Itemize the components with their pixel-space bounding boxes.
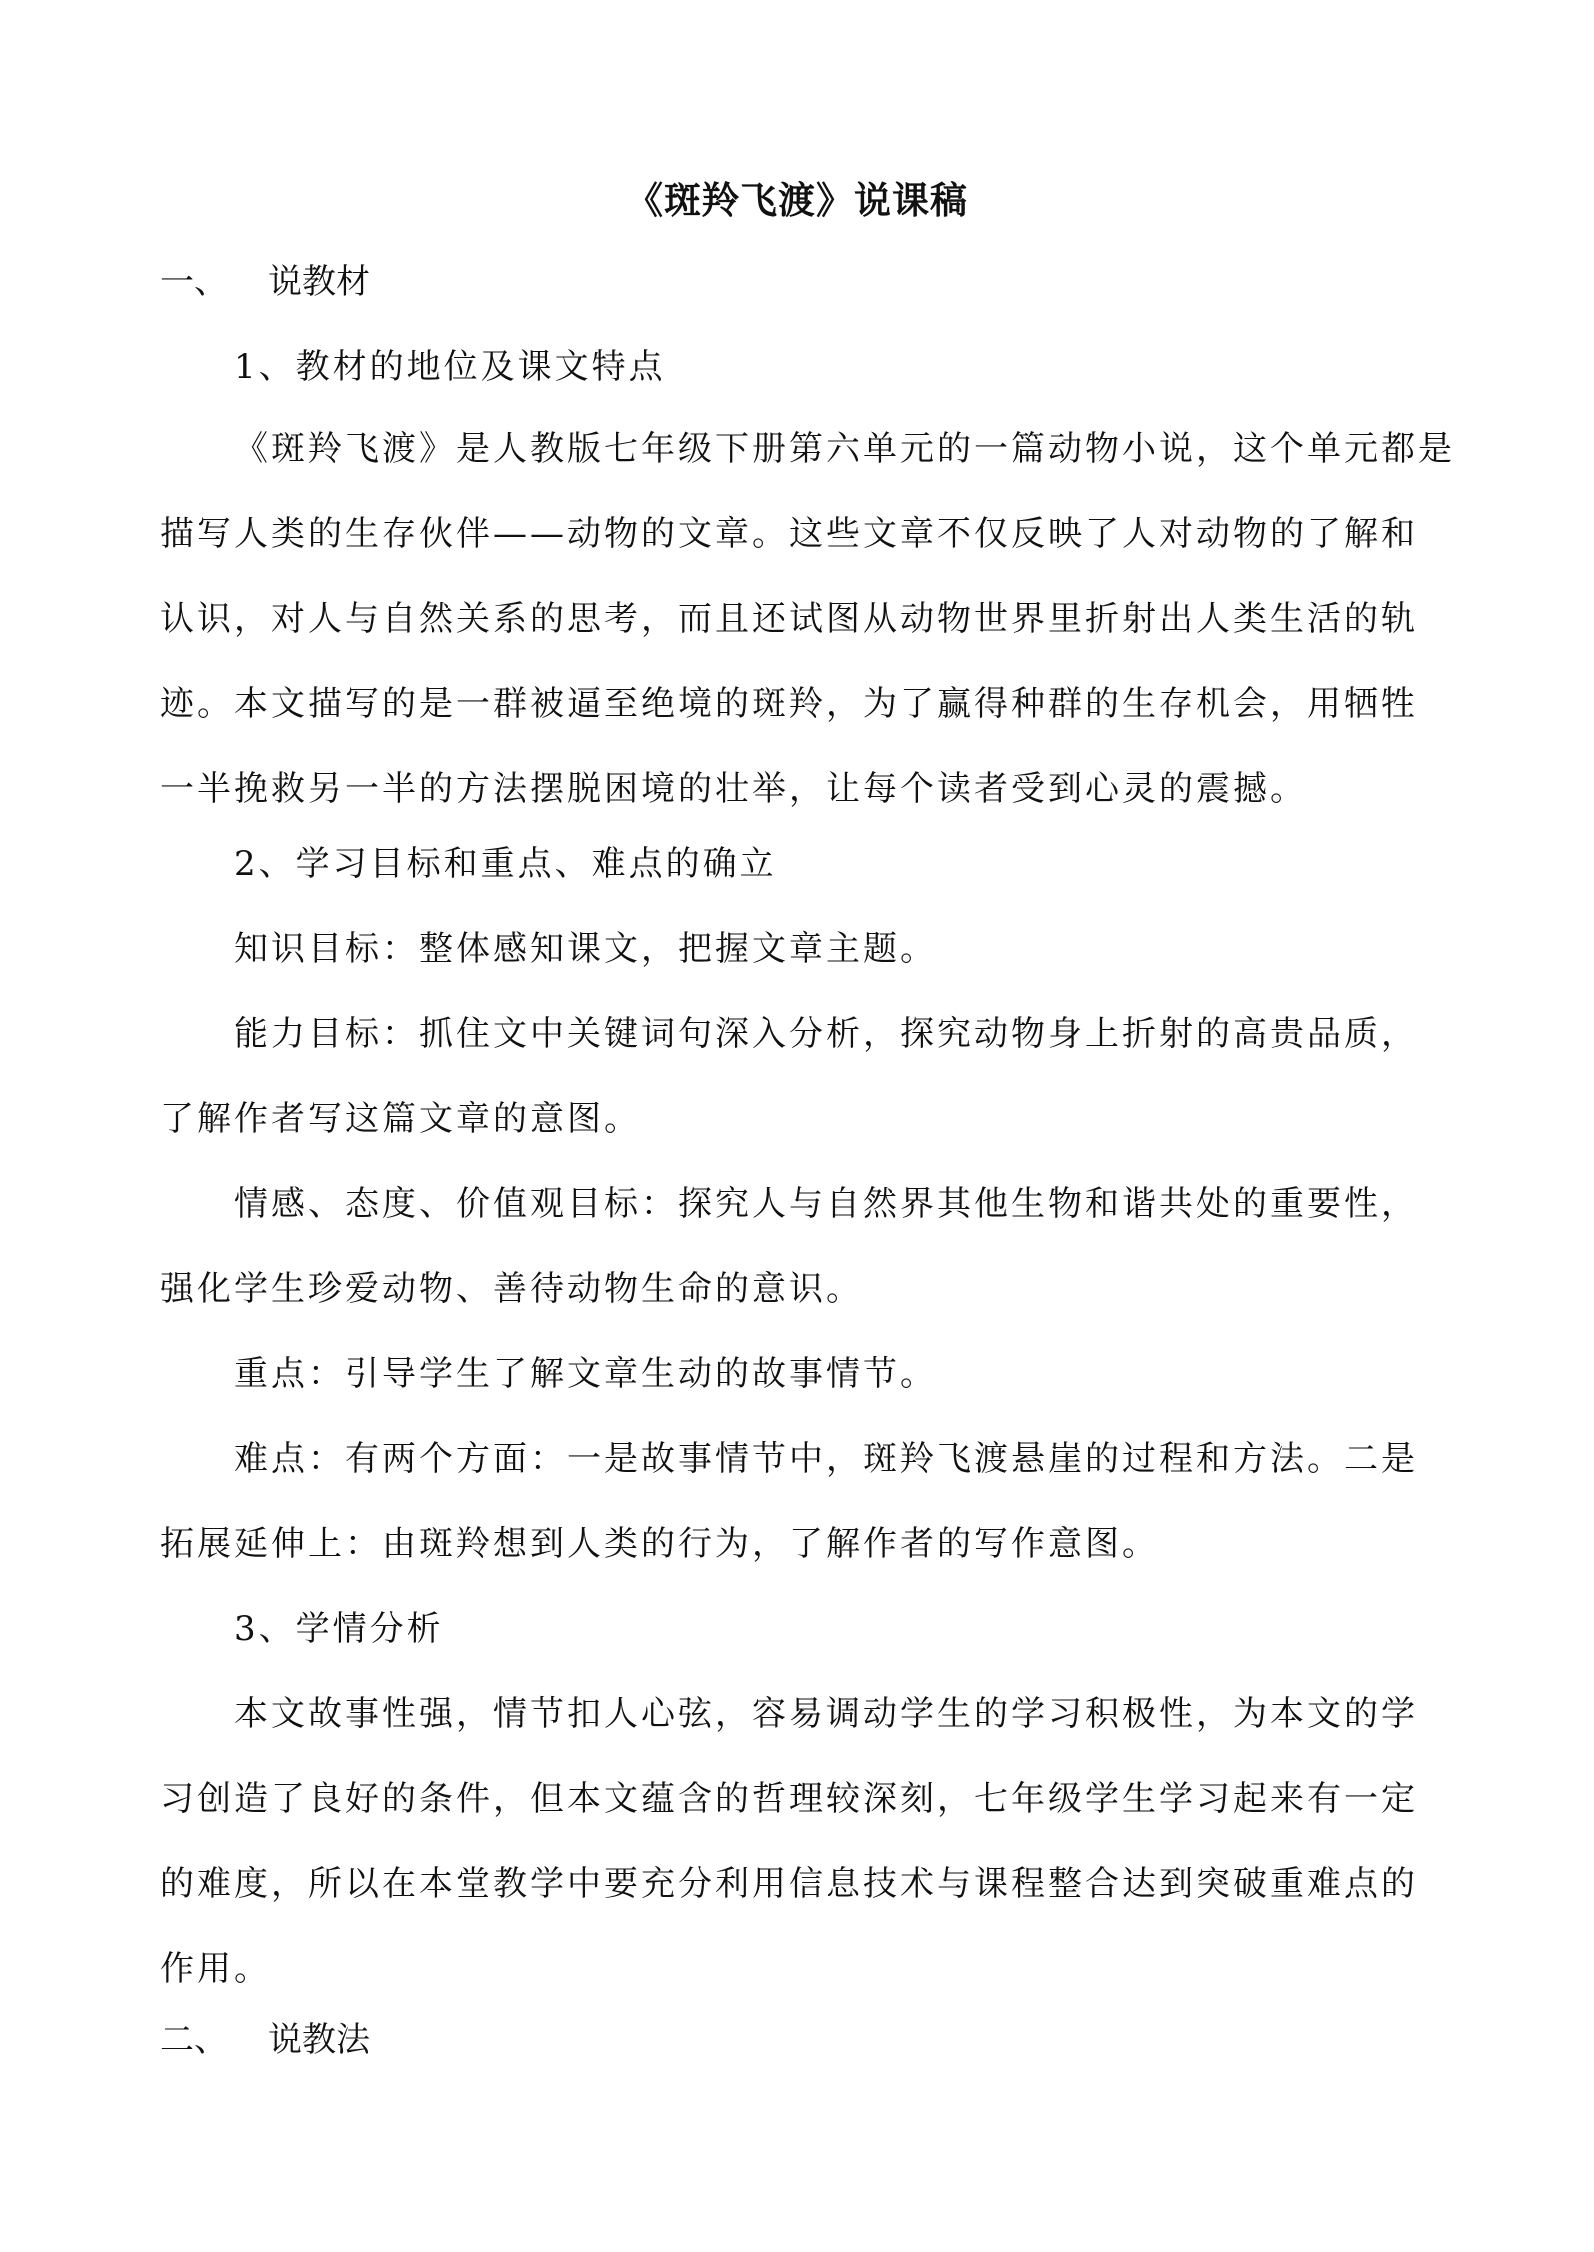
- paragraph-line: 强化学生珍爱动物、善待动物生命的意识。: [160, 1269, 863, 1309]
- paragraph-line: 作用。: [160, 1949, 271, 1989]
- paragraph-textbook-position: [160, 407, 1455, 832]
- paragraph-line: 描写人类的生存伙伴——动物的文章。这些文章不仅反映了人对动物的了解和: [160, 514, 1418, 554]
- subheading-1: 1、教材的地位及课文特点: [234, 347, 666, 387]
- section-title: 说教材: [268, 262, 370, 302]
- section-heading-1: [160, 252, 370, 312]
- subheading-3: 3、学情分析: [234, 1609, 444, 1649]
- paragraph-line: 一半挽救另一半的方法摆脱困境的壮举，让每个读者受到心灵的震撼。: [160, 769, 1307, 809]
- emotion-goal: [160, 1162, 1450, 1332]
- paragraph-learning-analysis: [160, 1672, 1450, 2012]
- knowledge-goal: 知识目标：整体感知课文，把握文章主题。: [234, 929, 937, 969]
- paragraph-line: 的难度，所以在本堂教学中要充分利用信息技术与课程整合达到突破重难点的: [160, 1864, 1418, 1904]
- paragraph-line: 拓展延伸上：由斑羚想到人类的行为，了解作者的写作意图。: [160, 1524, 1159, 1564]
- document-title: 《斑羚飞渡》说课稿: [626, 178, 968, 222]
- paragraph-line: 认识，对人与自然关系的思考，而且还试图从动物世界里折射出人类生活的轨: [160, 599, 1418, 639]
- section-number: 二、: [160, 2020, 228, 2060]
- section-title: 说教法: [268, 2020, 370, 2060]
- section-number: 一、: [160, 262, 228, 302]
- ability-goal: [160, 992, 1450, 1162]
- paragraph-line: 了解作者写这篇文章的意图。: [160, 1099, 641, 1139]
- paragraph-line: 《斑羚飞渡》是人教版七年级下册第六单元的一篇动物小说，这个单元都是: [234, 429, 1455, 469]
- paragraph-line: 情感、态度、价值观目标：探究人与自然界其他生物和谐共处的重要性，: [234, 1184, 1418, 1224]
- subheading-2: 2、学习目标和重点、难点的确立: [234, 844, 777, 884]
- paragraph-line: 迹。本文描写的是一群被逼至绝境的斑羚，为了赢得种群的生存机会，用牺牲: [160, 684, 1418, 724]
- difficult-point: [160, 1417, 1450, 1587]
- section-heading-2: [160, 2010, 370, 2070]
- paragraph-line: 难点：有两个方面：一是故事情节中，斑羚飞渡悬崖的过程和方法。二是: [234, 1439, 1418, 1479]
- paragraph-line: 习创造了良好的条件，但本文蕴含的哲理较深刻，七年级学生学习起来有一定: [160, 1779, 1418, 1819]
- key-point: 重点：引导学生了解文章生动的故事情节。: [234, 1354, 937, 1394]
- paragraph-line: 能力目标：抓住文中关键词句深入分析，探究动物身上折射的高贵品质，: [234, 1014, 1418, 1054]
- paragraph-line: 本文故事性强，情节扣人心弦，容易调动学生的学习积极性，为本文的学: [234, 1694, 1418, 1734]
